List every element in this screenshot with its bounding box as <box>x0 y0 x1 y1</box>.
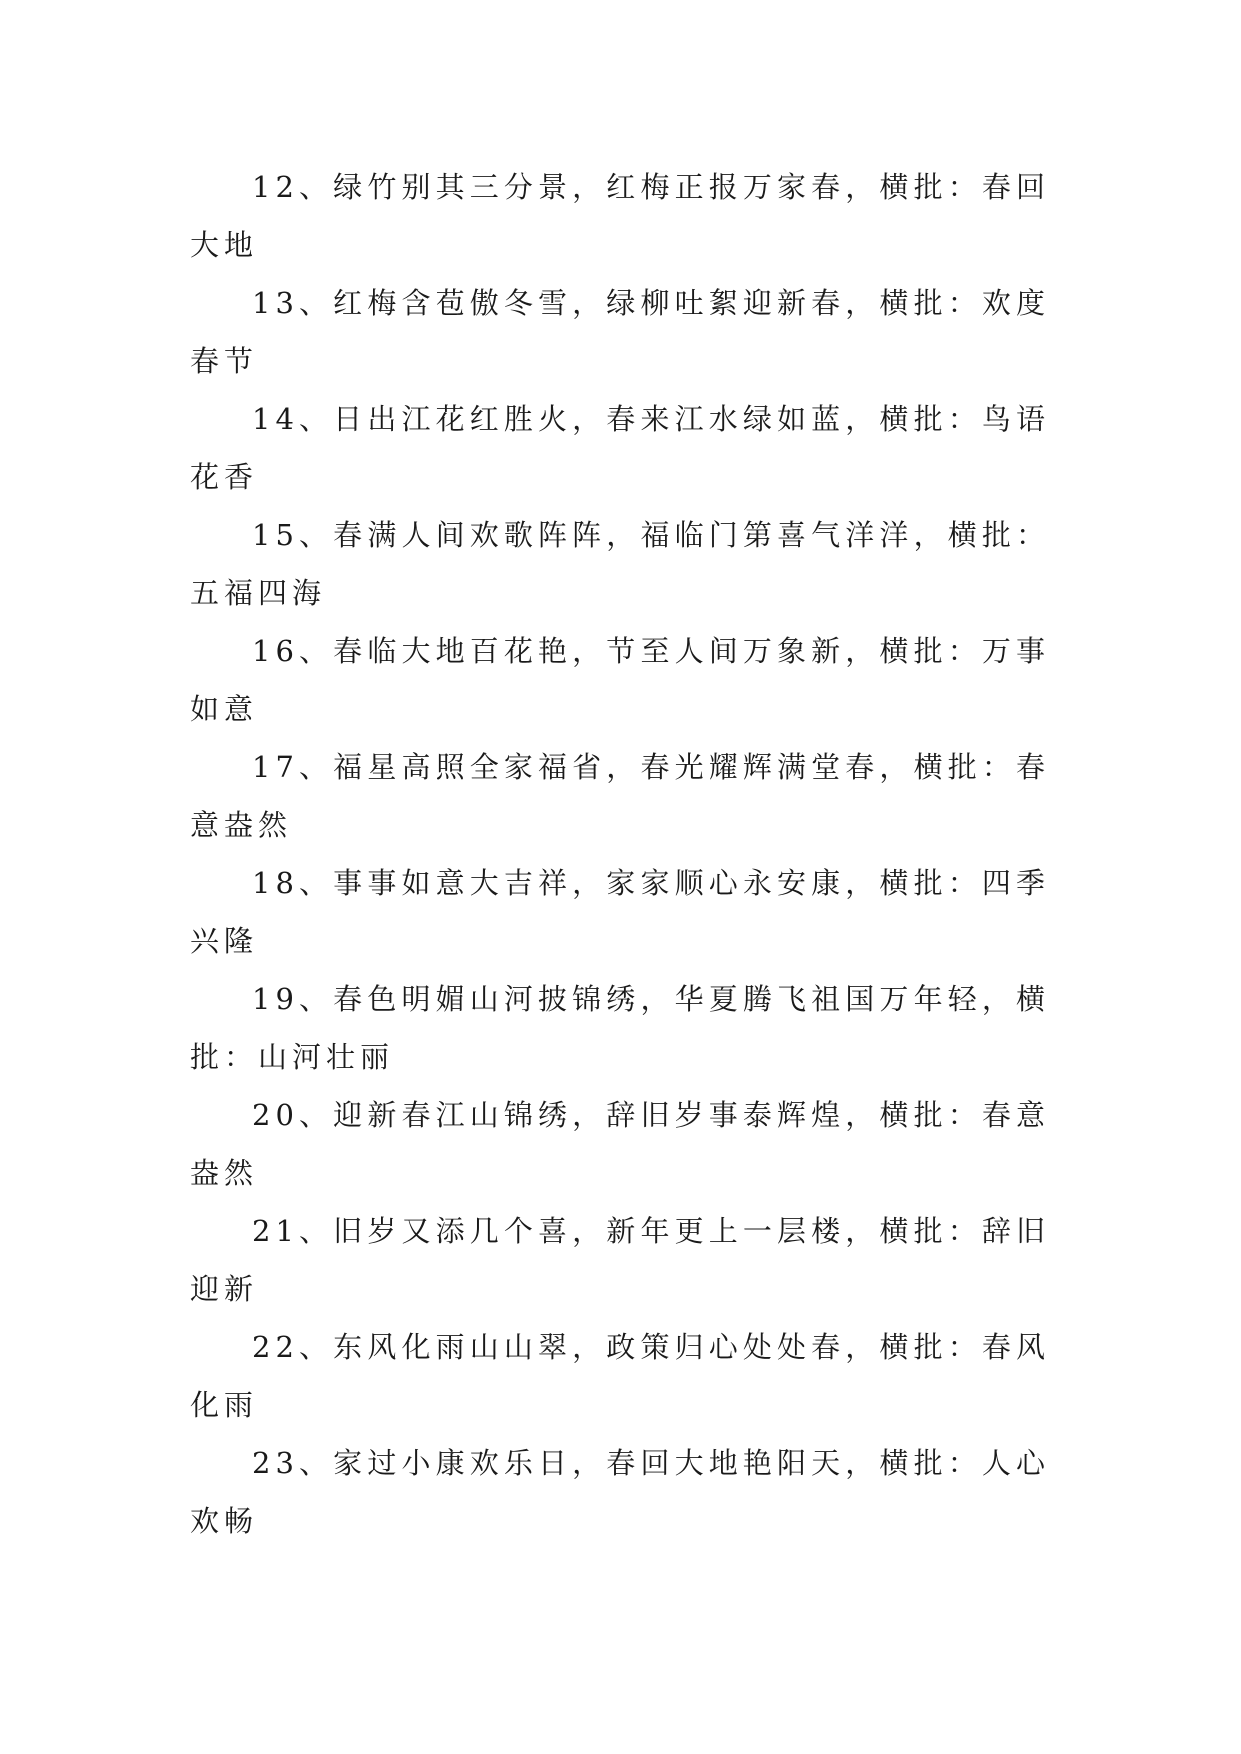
couplet-entry-14: 14、日出江花红胜火，春来江水绿如蓝，横批：鸟语花香 <box>190 402 1050 494</box>
couplet-entry-20: 20、迎新春江山锦绣，辞旧岁事泰辉煌，横批：春意盎然 <box>190 1098 1050 1190</box>
couplet-entry-12: 12、绿竹别其三分景，红梅正报万家春，横批：春回大地 <box>190 170 1050 262</box>
couplet-entry-23: 23、家过小康欢乐日，春回大地艳阳天，横批：人心欢畅 <box>190 1446 1050 1538</box>
couplet-entry-19: 19、春色明媚山河披锦绣，华夏腾飞祖国万年轻，横批：山河壮丽 <box>190 982 1050 1074</box>
couplet-entry-22: 22、东风化雨山山翠，政策归心处处春，横批：春风化雨 <box>190 1330 1050 1422</box>
couplet-entry-15: 15、春满人间欢歌阵阵，福临门第喜气洋洋，横批：五福四海 <box>190 518 1050 610</box>
couplet-entry-16: 16、春临大地百花艳，节至人间万象新，横批：万事如意 <box>190 634 1050 726</box>
couplet-entry-13: 13、红梅含苞傲冬雪，绿柳吐絮迎新春，横批：欢度春节 <box>190 286 1050 378</box>
couplet-entry-18: 18、事事如意大吉祥，家家顺心永安康，横批：四季兴隆 <box>190 866 1050 958</box>
couplet-entry-21: 21、旧岁又添几个喜，新年更上一层楼，横批：辞旧迎新 <box>190 1214 1050 1306</box>
couplet-entry-17: 17、福星高照全家福省，春光耀辉满堂春，横批：春意盎然 <box>190 750 1050 842</box>
text-body <box>190 158 1050 1550</box>
